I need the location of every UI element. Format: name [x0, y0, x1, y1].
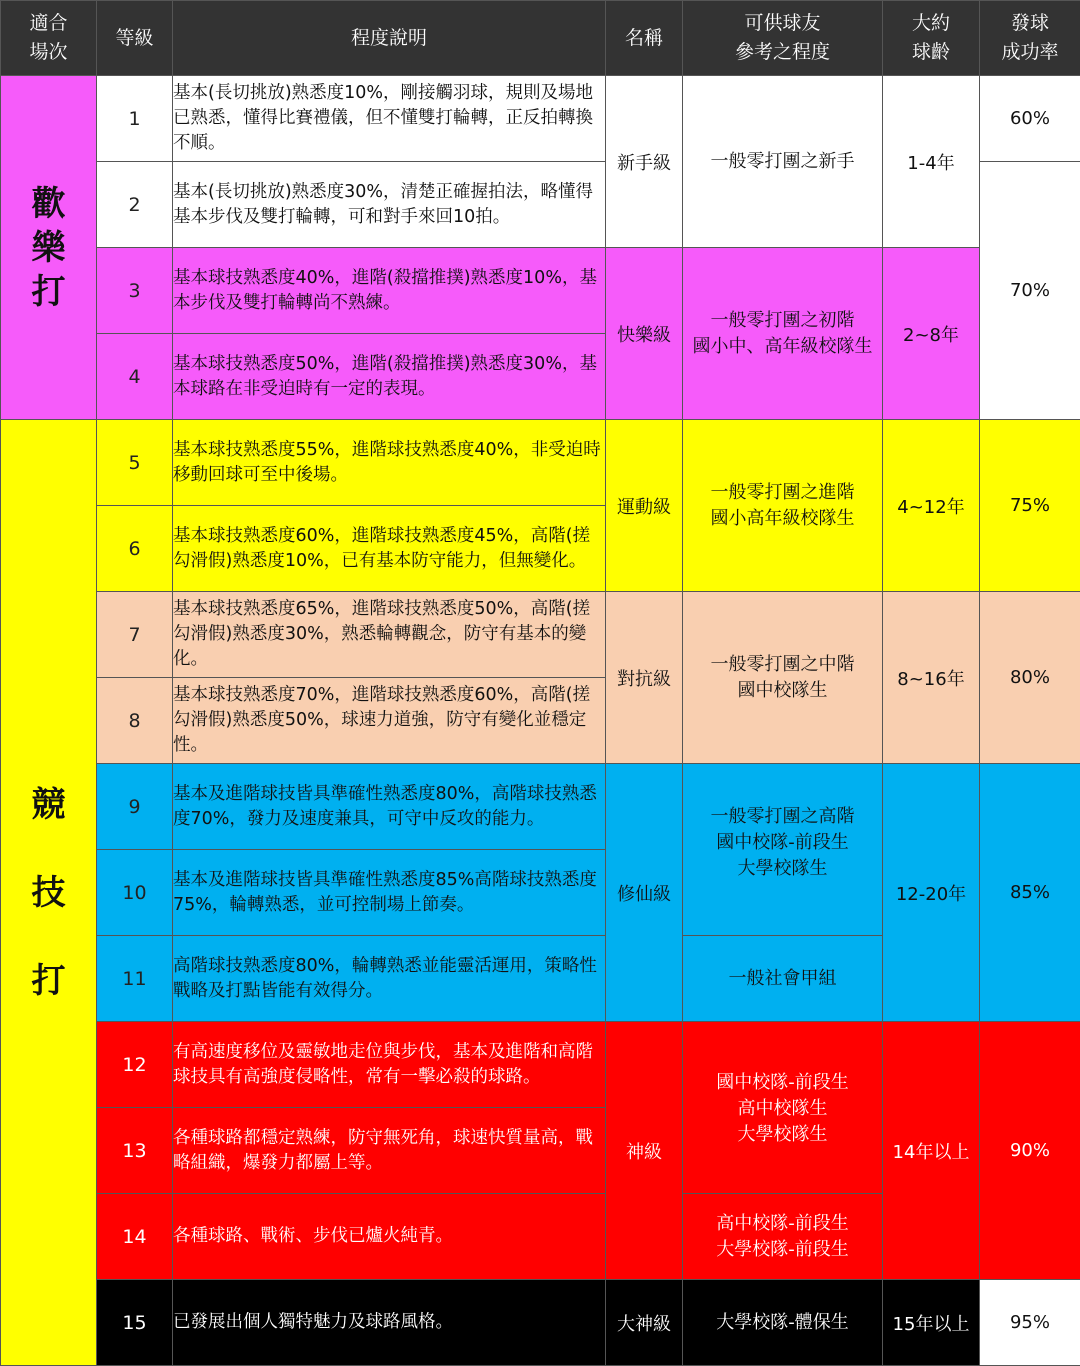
header-name: 名稱: [606, 1, 683, 76]
level-number: 10: [97, 850, 173, 936]
serve-rate: 90%: [980, 1022, 1080, 1280]
level-number: 11: [97, 936, 173, 1022]
serve-rate: 75%: [980, 420, 1080, 592]
level-description: 基本球技熟悉度70%，進階球技熟悉度60%，高階(搓勾滑假)熟悉度50%，球速力道強，防守有變化並穩定性。: [173, 678, 606, 764]
level-description: 高階球技熟悉度80%，輪轉熟悉並能靈活運用，策略性戰略及打點皆能有效得分。: [173, 936, 606, 1022]
table-row: [1, 764, 1080, 850]
level-number: 8: [97, 678, 173, 764]
level-description: 基本球技熟悉度55%，進階球技熟悉度40%，非受迫時移動回球可至中後場。: [173, 420, 606, 506]
reference-immortal-a: 一般零打團之高階 國中校隊-前段生 大學校隊生: [683, 764, 883, 936]
level-number: 4: [97, 334, 173, 420]
level-description: 各種球路、戰術、步伐已爐火純青。: [173, 1194, 606, 1280]
reference-novice: 一般零打團之新手: [683, 76, 883, 248]
serve-rate: 85%: [980, 764, 1080, 1022]
table-row: [1, 1280, 1080, 1366]
level-description: 基本(長切挑放)熟悉度30%，清楚正確握拍法，略懂得基本步伐及雙打輪轉，可和對手來回10拍。: [173, 162, 606, 248]
reference-immortal-b: 一般社會甲組: [683, 936, 883, 1022]
level-number: 12: [97, 1022, 173, 1108]
level-number: 2: [97, 162, 173, 248]
level-number: 13: [97, 1108, 173, 1194]
header-description: 程度說明: [173, 1, 606, 76]
years-immortal: 12-20年: [883, 764, 980, 1022]
header-reference: 可供球友 參考之程度: [683, 1, 883, 76]
reference-happy: 一般零打團之初階 國小中、高年級校隊生: [683, 248, 883, 420]
level-number: 1: [97, 76, 173, 162]
serve-rate: 70%: [980, 162, 1080, 420]
years-novice: 1-4年: [883, 76, 980, 248]
name-immortal: 修仙級: [606, 764, 683, 1022]
reference-god-b: 高中校隊-前段生 大學校隊-前段生: [683, 1194, 883, 1280]
table-row: [1, 592, 1080, 678]
level-description: 基本及進階球技皆具準確性熟悉度85%高階球技熟悉度75%，輪轉熟悉，並可控制場上節奏。: [173, 850, 606, 936]
table-row: [1, 76, 1080, 162]
level-description: 各種球路都穩定熟練，防守無死角，球速快質量高，戰略組織，爆發力都屬上等。: [173, 1108, 606, 1194]
reference-rival: 一般零打團之中階 國中校隊生: [683, 592, 883, 764]
level-number: 5: [97, 420, 173, 506]
name-happy: 快樂級: [606, 248, 683, 420]
reference-god-a: 國中校隊-前段生 高中校隊生 大學校隊生: [683, 1022, 883, 1194]
serve-rate: 95%: [980, 1280, 1080, 1366]
level-number: 6: [97, 506, 173, 592]
level-description: 基本球技熟悉度50%，進階(殺擋推撲)熟悉度30%，基本球路在非受迫時有一定的表現。: [173, 334, 606, 420]
level-description: 基本及進階球技皆具準確性熟悉度80%，高階球技熟悉度70%，發力及速度兼具，可守中反攻的能力。: [173, 764, 606, 850]
header-scene: 適合 場次: [1, 1, 97, 76]
scene-competitive: 競 技 打: [1, 420, 97, 1366]
header-years: 大約 球齡: [883, 1, 980, 76]
years-rival: 8~16年: [883, 592, 980, 764]
level-description: 基本球技熟悉度60%，進階球技熟悉度45%，高階(搓勾滑假)熟悉度10%，已有基本防守能力，但無變化。: [173, 506, 606, 592]
years-happy: 2~8年: [883, 248, 980, 420]
reference-great-god: 大學校隊-體保生: [683, 1280, 883, 1366]
serve-rate: 80%: [980, 592, 1080, 764]
serve-rate: 60%: [980, 76, 1080, 162]
name-novice: 新手級: [606, 76, 683, 248]
header-serve-rate: 發球 成功率: [980, 1, 1080, 76]
name-sport: 運動級: [606, 420, 683, 592]
name-god: 神級: [606, 1022, 683, 1280]
level-description: 已發展出個人獨特魅力及球路風格。: [173, 1280, 606, 1366]
table-row: [1, 248, 1080, 334]
scene-fun: 歡 樂 打: [1, 76, 97, 420]
level-description: 基本球技熟悉度65%，進階球技熟悉度50%，高階(搓勾滑假)熟悉度30%，熟悉輪轉觀念，防守有基本的變化。: [173, 592, 606, 678]
level-description: 基本球技熟悉度40%，進階(殺擋推撲)熟悉度10%，基本步伐及雙打輪轉尚不熟練。: [173, 248, 606, 334]
years-god: 14年以上: [883, 1022, 980, 1280]
name-rival: 對抗級: [606, 592, 683, 764]
level-number: 15: [97, 1280, 173, 1366]
level-description: 有高速度移位及靈敏地走位與步伐，基本及進階和高階球技具有高強度侵略性，常有一擊必殺的球路。: [173, 1022, 606, 1108]
level-number: 7: [97, 592, 173, 678]
header-level: 等級: [97, 1, 173, 76]
level-number: 3: [97, 248, 173, 334]
years-sport: 4~12年: [883, 420, 980, 592]
years-great-god: 15年以上: [883, 1280, 980, 1366]
name-great-god: 大神級: [606, 1280, 683, 1366]
table-row: [1, 420, 1080, 506]
level-number: 9: [97, 764, 173, 850]
level-number: 14: [97, 1194, 173, 1280]
header-row: [1, 1, 1080, 76]
table-row: [1, 1022, 1080, 1108]
level-description: 基本(長切挑放)熟悉度10%，剛接觸羽球，規則及場地已熟悉，懂得比賽禮儀，但不懂雙打輪轉，正反拍轉換不順。: [173, 76, 606, 162]
reference-sport: 一般零打團之進階 國小高年級校隊生: [683, 420, 883, 592]
